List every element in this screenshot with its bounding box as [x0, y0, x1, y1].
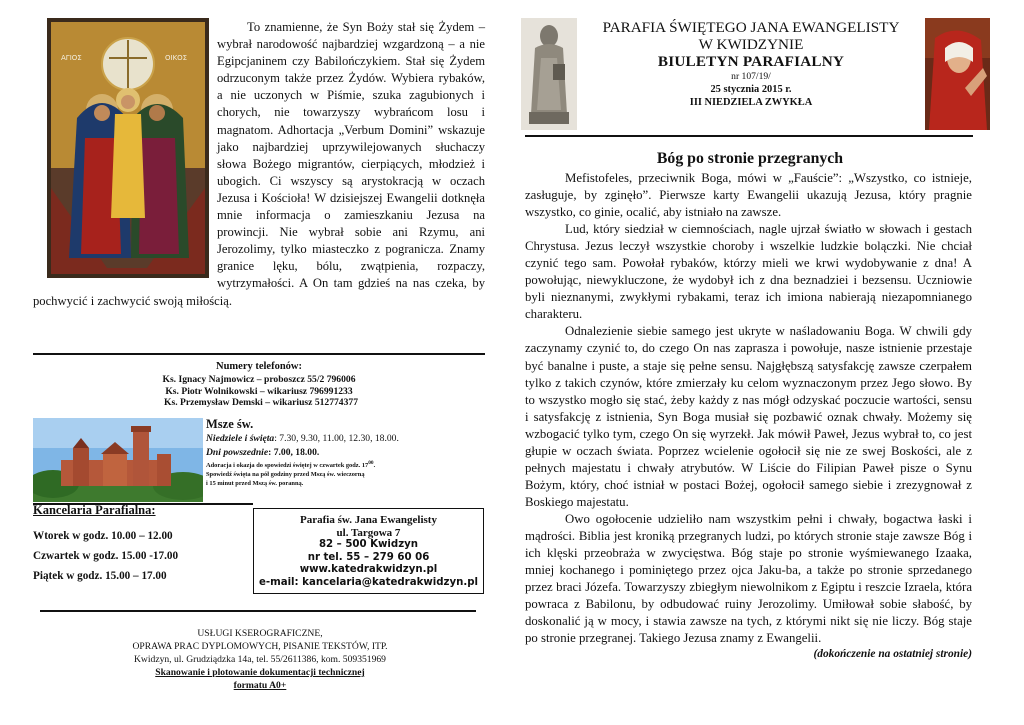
parish-address-box: [253, 508, 484, 594]
adoration-note: Adoracja i okazja do spowiedzi świętej w czwartek godz. 17: [206, 462, 369, 470]
parish-title-line1: PARAFIA ŚWIĘTEGO JANA EWANGELISTY: [602, 19, 900, 36]
sunday-hours: : 7.30, 9.30, 11.00, 12.30, 18.00.: [274, 433, 399, 444]
divider-line: [33, 353, 485, 355]
saint-john-statue-image: [521, 18, 577, 130]
weekday-label: Dni powszednie: [206, 446, 269, 458]
phone-line: Ks. Ignacy Najmowicz – proboszcz 55/2 796006: [162, 373, 356, 385]
phones-title: Numery telefonów:: [215, 361, 302, 372]
article-paragraph: Odnalezienie siebie samego jest ukryte w naśladowaniu Boga. W chwili gdy zaczynamy czynić to, do czego On nas zaprasza i powołuje, nasze istnienie przestaje być banalne i puste, a staje się pełne sensu. Najgłębszą satysfakcję zawsze czerpałem tylko z takich czynów, które zmierzały ku celom wyznaczonym przez Jego słowo. By to wszystko mogło się stać, żeby każdy z nas mógł odzyskać poczucie wartości, sensu i satysfakcję z istnienia, Syn Boga musiał się pozbawić oznak chwały. Możemy się wzbogacić tylko tym, czego On się wyrzekł. Jak mówił Paweł, Jezus wybrał to, co jest głupie w oczach świata. Poprzez wcielenie ogołocił się nie ze swej Boskości, ale z pełnych majestatu i chwały atrybutów. W Liście do Filipian Paweł pisze o Synu Bożym, który, choć istniał w postaci Bożej, ogołocił samego siebie i zrezygnował z Boskiego majestatu.: [525, 324, 972, 509]
weekday-hours: : 7.00, 18.00.: [268, 446, 320, 458]
office-title: Kancelaria Parafialna:: [33, 503, 156, 517]
continuation-note: (dokończenie na ostatniej stronie): [813, 648, 972, 661]
article-paragraph: Lud, który siedział w ciemnościach, nagle ujrzał światło w słowach i gestach Chrystusa. Jezus leczył wszystkie choroby i wszelkie ludzkie bolączki. Nie chciał czynić tego sam. Powołał rybaków, którzy mieli we krwi wydobywanie z dna! A powołując, niewykluczone, że wydobył ich z dna beznadziei i bezsensu. Uczniowie byli nieznanymi, zwykłymi rybakami, teraz ich imiona nabierają niezapomnianego charakteru.: [525, 222, 972, 322]
parish-city: 82 – 500 Kwidzyn: [318, 539, 419, 551]
intro-text-block: [33, 19, 485, 310]
ad-line: Skanowanie i plotowanie dokumentacji technicznej: [155, 667, 365, 678]
issue-number: nr 107/19/: [731, 71, 771, 82]
parish-phone: nr tel. 55 – 279 60 06: [307, 551, 430, 563]
parish-title-line2: W KWIDZYNIE: [698, 36, 804, 53]
confession-note: Spowiedź święta na pół godziny przed Mszą św. wieczorną: [206, 471, 365, 479]
ad-line: OPRAWA PRAC DYPLOMOWYCH, PISANIE TEKSTÓW, ITP.: [132, 641, 388, 652]
phone-line: Ks. Przemysław Demski – wikariusz 512774377: [164, 397, 358, 409]
mass-schedule: [206, 417, 486, 488]
divider-line: [40, 610, 476, 612]
phone-numbers-section: [34, 361, 484, 409]
icon-label-right: ΟΙΚΟΣ: [165, 54, 188, 62]
ad-line: formatu A0+: [233, 680, 287, 691]
adoration-note-end: .: [373, 462, 376, 470]
office-hours-section: [33, 503, 253, 586]
masses-title: Msze św.: [206, 417, 254, 431]
bulletin-title: BIULETYN PARAFIALNY: [657, 53, 845, 70]
adoration-note-sup: 00: [368, 460, 374, 467]
parish-email: e-mail: kancelaria@katedrakwidzyn.pl: [258, 576, 479, 588]
article-title: Bóg po stronie przegranych: [656, 150, 844, 167]
ad-line: USŁUGI KSEROGRAFICZNE,: [197, 628, 323, 639]
phone-line: Ks. Piotr Wolnikowski – wikariusz 796991233: [165, 385, 353, 397]
bulletin-header: [580, 19, 922, 109]
parish-website: www.katedrakwidzyn.pl: [299, 564, 438, 576]
article-body: [525, 170, 972, 662]
parish-street: ul. Targowa 7: [336, 526, 401, 539]
liturgical-sunday: III NIEDZIELA ZWYKŁA: [689, 97, 813, 108]
sunday-label: Niedziele i święta: [206, 433, 275, 444]
office-hours-line: Piątek w godz. 15.00 – 17.00: [33, 570, 167, 582]
divider-line: [525, 135, 973, 137]
article-paragraph: Owo ogołocenie udzieliło nam wszystkim pełni i chwały, bogactwa łaski i mądrości. Biblia jest kroniką przegranych ludzi, po których stronie staje zawsze Bóg i ich klęski przeobraża w zwycięstwa. Bóg staje po stronie wyśmiewanego Izaaka, mniej kochanego i pominiętego przez ojca Jaku-ba, a także po stronie sprzedanego przez braci Józefa. Towarzyszy zbiegłym niewolnikom z Egiptu i reszcie Izraela, która powraca z Babilonu, by odbudować ruiny Jerozolimy. Umiłował sobie słabość, by doskonalić ją w mocy, i stawia zawsze na tych, z którymi nikt się nie liczy. Bóg staje po stronie przegranej. Takiego Jezusa znamy z Ewangelii.: [525, 511, 972, 646]
issue-date: 25 stycznia 2015 r.: [710, 84, 792, 95]
castle-photo: [33, 418, 203, 502]
office-hours-line: Czwartek w godz. 15.00 -17.00: [33, 550, 179, 562]
icon-label-left: ΑΓΙΟΣ: [61, 54, 82, 62]
advertisement: [90, 627, 430, 692]
parish-name: Parafia św. Jana Ewangelisty: [300, 514, 437, 526]
article-paragraph: Mefistofeles, przeciwnik Boga, mówi w „Fauście”: „Wszystko, co istnieje, zasługuje, by zginęło”. Pierwsze karty Ewangelii ukazują Jezusa, który pragnie wszystko, co ginie, ocalić, aby istniało na zawsze.: [525, 171, 972, 220]
confession-note-2: i 15 minut przed Mszą św. poranną.: [206, 480, 304, 488]
ad-line: Kwidzyn, ul. Grudziądzka 14a, tel. 55/2611386, kom. 509351969: [134, 654, 386, 665]
office-hours-line: Wtorek w godz. 10.00 – 12.00: [33, 530, 173, 542]
virgin-mary-painting-image: [925, 18, 990, 130]
intro-text: To znamienne, że Syn Boży stał się Żydem – wybrał narodowość najbardziej wzgardzoną – a nie Egipcjaninem czy Babilończykiem. Stał się Żydem odrzuconym także przez Żydów. Wybiera rybaków, a nie uczonych w Piśmie, szuka zagubionych i chorych, nie towarzyszy wybrańcom losu i magnatom. Adhortacja „Verbum Domini” wskazuje jako najbardziej uprzywilejowanych słuchaczy słowa Bożego migrantów, cierpiących, młodzież i ubogich. Ci wszyscy są arystokracją w oczach Jezusa i Kościoła! W dzisiejszej Ewangelii dotknęła mnie informacja o zamieszkaniu Jezusa na prowincji. Nie wybrał sobie ani Rzymu, ani Jerozolimy, tylko miasteczko z pogranicza. Znamy granice lęku, bólu, zwątpienia, rozpaczy, wytrzymałości. A On tam gdzieś na nas czeka, by pochwycić i zachwycić swoją miłością.: [33, 20, 485, 308]
